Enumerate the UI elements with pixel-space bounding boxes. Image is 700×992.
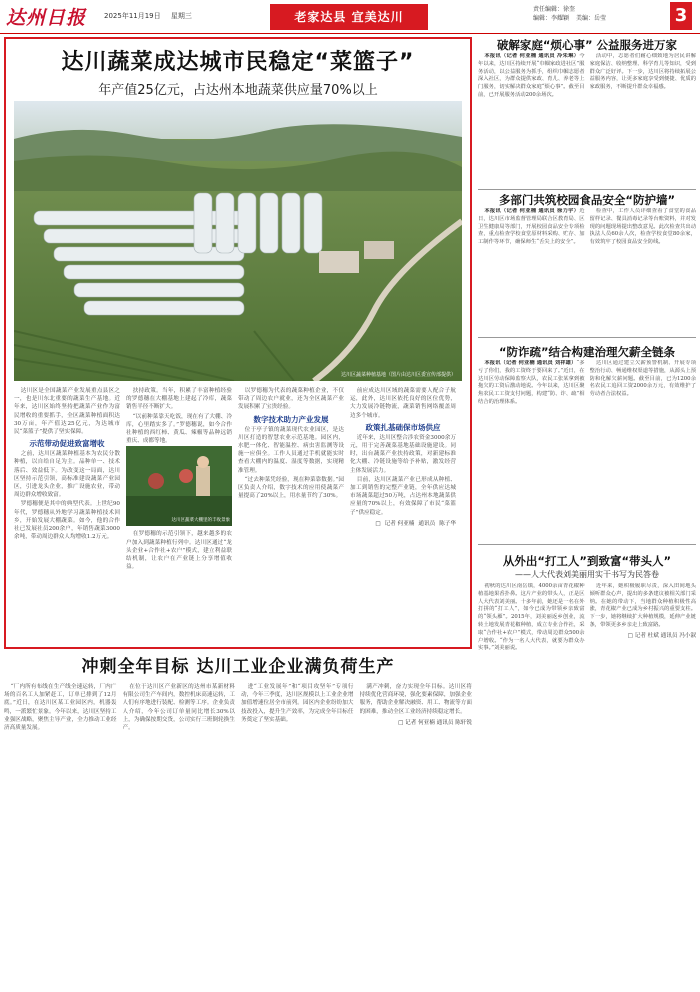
greenhouse-aerial-photo — [14, 101, 462, 381]
page-number: 3 — [670, 2, 692, 30]
story-school-food-title: 多部门共筑校园食品安全“防护墙” — [498, 193, 676, 207]
industry-col-1: “厂内所有布线在生产线全速运转，厂内广场的百名工人加紧赶工，订单已排到了12月底。”近日，在达川区某工业园区内，机器轰鸣，一派繁忙景象。今年以来，达川区坚持工业强区战略，聚焦主导产业，全力推动工业经济高质量发展。 — [4, 684, 117, 732]
subhead-policy: 政策扎基础保市场供应 — [365, 422, 441, 432]
greenhouse-photo-illustration — [14, 101, 462, 381]
date-line — [104, 11, 200, 21]
masthead — [0, 0, 700, 34]
story-family-service: 破解家庭“烦心事” 公益服务进万家 本报讯（记者 何亚楠 通讯员 冷朱琳）今年以来，达川区持续开展“巾帼家政进社区”服务活动，以公益服务为抓手，组织巾帼志愿者深入社区，为群众提供家政、育儿、养老等上门服务，切实解决群众家庭“烦心事”。截至目前，已开展服务活动200余场次。 活动中，志愿者们耐心细致地为居民讲解家庭保洁、收纳整理、科学育儿等知识，受到群众广泛好评。下一步，达川区将持续拓展公益服务内容，让更多家庭享受到便捷、优质的家政服务，不断提升群众幸福感。 — [478, 37, 696, 192]
story-wage-arrears-title: “防诈疏”结合构建治理欠薪全链条 — [498, 345, 676, 359]
story-school-food: 多部门共筑校园食品安全“防护墙” 本报讯（记者 何亚楠 通讯员 徐力宇）近日，达川区市场监督管理局联合区教育局、区卫生健康局等部门，开展校园食品安全专项检查，重点检查学校食堂原材料采购、贮存、加工制作等环节，确保师生“舌尖上的安全”。 检查中，工作人员详细查看了食堂的食品留样记录、餐具消毒记录等台账资料，并对发现的问题现场提出整改意见。此次检查共出动执法人员60余人次，检查学校食堂80余家，有效筑牢了校园食品安全防线。 — [478, 192, 696, 342]
industry-story-title: 冲刺全年目标 达川工业企业满负荷生产 — [81, 657, 395, 677]
vegetable-harvest-photo — [126, 446, 232, 526]
lead-story — [4, 37, 472, 649]
issue-weekday: 星期三 — [170, 12, 192, 20]
designer-name: 美编：岳莹 — [575, 15, 606, 22]
lead-col-3: 以罗德穗为代表的蔬菜种植企业，不仅带动了周边农户就业，还为全区蔬菜产业发展积累了宝贵经验。 数字技术助力产业发展 位于亭子镇的蔬菜现代农业园区，是达川区打造的智慧农业示范基地。园区内，水肥一体化、智能温控、病虫害监测等设施一应俱全。工作人员通过手机就能实时查看大棚内的温度、湿度等数据，实现精准管理。 “过去种菜凭经验，现在种菜靠数据。”园区负责人介绍，数字技术的应用使蔬菜产量提高了20%以上，用水量节约了30%。 — [238, 388, 344, 500]
lead-headline: 达川蔬菜成达城市民稳定“菜篮子” — [61, 50, 415, 75]
industry-byline: □ 记者 何亚楠 通讯员 陈轩锐 — [398, 719, 472, 726]
deputy-story-byline: □ 记者 杜斌 通讯员 冯小淑 — [627, 632, 696, 639]
newspaper-logo: 达州日报 — [6, 7, 87, 29]
section-banner: 老家达县 宜美达川 — [270, 4, 428, 30]
editor-credits — [533, 5, 611, 23]
story-deputy-profile: 从外出“打工人”到致富“带头人” ——人大代表刘美丽用实干书写为民答卷 初秋的达川区南岳镇，4000余亩青花椒种植基地果香扑鼻。这片产业的带头人，正是区人大代表刘美丽。十多年前，她还是一名在外打拼的“打工人”，如今已成为带领乡亲致富的“领头雁”。2015年，刘美丽返乡创业，流转土地发展青花椒种植，成立专业合作社，采取“合作社+农户”模式，带动周边群众500余户增收。“作为一名人大代表，就要为群众办实事。”刘美丽说。 近年来，她积极履职尽责，深入田间地头倾听群众心声，提出的多条建议被相关部门采纳。在她的带动下，当地群众种植积极性高涨，青花椒产业已成为乡村振兴的重要支柱。下一步，她将继续扩大种植规模，延伸产业链条，带领更多乡亲走上致富路。 □ 记者 杜斌 通讯员 冯小淑 — [478, 554, 696, 652]
issue-date: 2025年11月19日 — [104, 12, 161, 20]
industry-story — [4, 655, 472, 990]
editor-name: 编辑：李耀颖 — [533, 15, 570, 22]
subhead-demonstration: 示范带动促进致富增收 — [29, 439, 105, 449]
divider — [478, 337, 696, 338]
divider — [478, 544, 696, 545]
divider — [478, 189, 696, 190]
lead-col-1: 达川区是全国蔬菜产业发展重点县区之一，也是川东北重要的蔬菜生产基地。近年来，达川区始终坚持把蔬菜产业作为富民增收的重要抓手，全区蔬菜种植面积达30万亩，年产值达25亿元，为达城市民“菜篮子”提供了坚实保障。 示范带动促进致富增收 之前，达川区蔬菜种植基本为农民分散种植，以自给自足为主。品种单一、技术落后、效益低下。为改变这一局面，达川区坚持示范引领，高标准建设蔬菜产业园区，引进龙头企业，推广设施农业，带动周边群众增收致富。 罗德穗便是其中的典型代表。上世纪90年代，罗德穗从外地学习蔬菜种植技术回乡，开始发展大棚蔬菜。如今，他的合作社已发展社员200余户，年销售蔬菜3000余吨，带动周边群众人均增收1.2万元。 — [14, 388, 120, 541]
lead-byline: □ 记者 何亚楠 通讯员 陈子华 — [375, 520, 456, 527]
story-deputy-profile-subtitle: ——人大代表刘美丽用实干书写为民答卷 — [515, 570, 659, 579]
industry-col-3: 进“工业发展年”和“项目攻坚年”专项行动，今年三季度，达川区规模以上工业企业增加值增速位居全市前列。园区内企业纷纷加大技改投入，提升生产效率，为完成全年目标任务奠定了坚实基础。 — [241, 684, 354, 723]
lead-col-2: 扶持政策。当年，积累了丰富种植经验的罗德穗在大棚基地上建起了冷库，蔬菜销售半径不断扩大。 “以前种菜靠天吃饭，现在有了大棚、冷库，心里踏实多了。”罗德穗说，如今合作社种植的西红柿、黄瓜、辣椒等品种远销重庆、成都等地。 达川区蔬菜大棚里的丰收景象 在罗德穗的示范引领下，越来越多的农户加入到蔬菜种植行列中。达川区通过“龙头企业+合作社+农户”模式，建立利益联结机制，让农户在产业链上分享增值收益。 — [126, 388, 232, 571]
photo-credit: 达川区蔬菜种植基地（图片由达川区委宣传部提供） — [340, 372, 456, 378]
lead-col-4: 前应成达川区域的蔬菜需要人配合子航运，此外，达川区依托良好的区位优势，大力发展冷链物流，蔬菜销售网络覆盖周边多个城市。 政策扎基础保市场供应 近年来，达川区整合涉农资金3000余万元，用于完善蔬菜基地基础设施建设。同时，出台蔬菜产业扶持政策，对新建标准化大棚、冷链设施等给予补贴，激发经营主体发展活力。 目前，达川区蔬菜产业已形成从种植、加工到销售的完整产业链，全年供应达城市场蔬菜超过50万吨，占达州本地蔬菜供应量的70%以上，有效保障了市民“菜篮子”供应稳定。 □ 记者 何亚楠 通讯员 陈子华 — [350, 388, 456, 527]
harvest-photo-illustration — [126, 446, 232, 526]
editor-in-charge: 责任编辑：徐奎 — [533, 6, 576, 13]
lead-subheadline: 年产值25亿元，占达州本地蔬菜供应量70%以上 — [98, 83, 378, 98]
story-family-service-title: 破解家庭“烦心事” 公益服务进万家 — [496, 38, 678, 52]
story-deputy-profile-title: 从外出“打工人”到致富“带头人” — [502, 554, 672, 568]
lead-body — [14, 387, 456, 642]
industry-col-4: 满产冲刺，奋力实现全年目标。达川区将持续优化营商环境，强化要素保障，加强企业服务，帮助企业解决融资、用工、物流等方面的困难，推动全区工业经济持续稳定增长。 □ 记者 何亚楠 通讯员 陈轩锐 — [359, 684, 472, 726]
subhead-digital: 数字技术助力产业发展 — [253, 414, 329, 424]
industry-col-2: 在位于达川区产业新区的达州市某新材料有限公司生产车间内，数控机床高速运转，工人们有序地进行装配、检测等工序。企业负责人介绍，今年公司订单量同比增长30%以上，为确保按期交货，公司实行三班倒轮换生产。 — [122, 684, 235, 732]
harvest-photo-caption: 达川区蔬菜大棚里的丰收景象 — [171, 518, 230, 524]
story-wage-arrears: “防诈疏”结合构建治理欠薪全链条 本报讯（记者 何亚楠 通讯员 刘祥雄）“多亏了你们，我的工资终于要回来了。”近日，在达川区劳动保障监察大队，农民工张某拿到被拖欠的工资后激动地说。今年以来，达川区聚焦农民工工资支付问题，构建“防、诈、疏”相结合的治理体系。 达川区通过建立欠薪预警机制、开展专项整治行动、畅通维权渠道等措施，从源头上预防和化解欠薪问题。截至目前，已为1200余名农民工追回工资2000余万元，有效维护了劳动者合法权益。 — [478, 344, 696, 549]
